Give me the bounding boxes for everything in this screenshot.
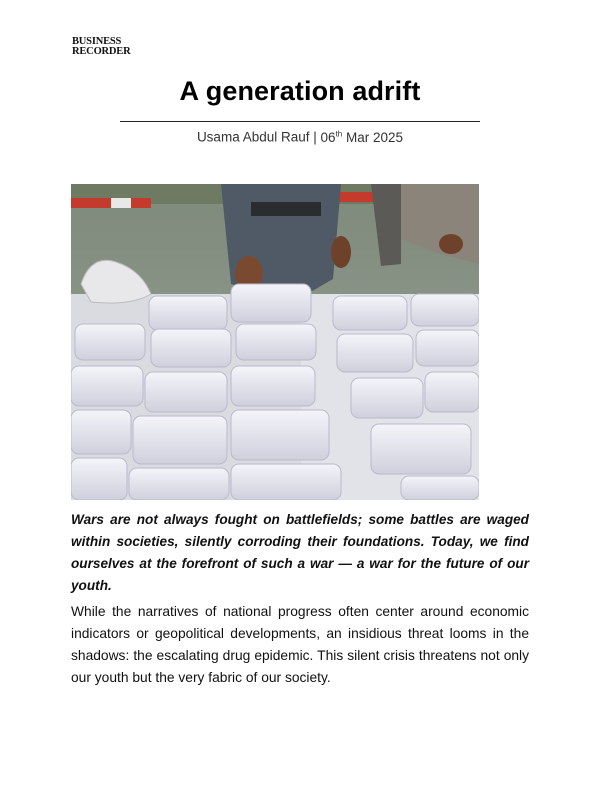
date-day: 06 — [320, 129, 336, 145]
article-paragraph: While the narratives of national progress often center around economic indicators or geopolitical developments, an insidious threat looms in the shadows: the escalating drug epidemic. This silent crisis threatens not only our youth but the very fabric of our society. — [71, 604, 529, 685]
photo-illustration — [71, 184, 479, 500]
title-divider — [120, 121, 480, 122]
logo-line-2: RECORDER — [72, 46, 131, 57]
publication-logo[interactable] — [72, 37, 131, 57]
date-suffix: th — [335, 129, 343, 138]
byline — [0, 129, 600, 145]
byline-separator: | — [313, 129, 317, 145]
logo-line-1: BUSINESS — [72, 36, 122, 47]
author-name[interactable]: Usama Abdul Rauf — [196, 129, 310, 145]
publish-date — [321, 130, 404, 145]
date-month-year: Mar 2025 — [346, 129, 404, 145]
article-photo — [71, 184, 479, 500]
article-lede: Wars are not always fought on battlefields; some battles are waged within societies, silently corroding their foundations. Today, we find ourselves at the forefront of such a war — a war for the future of our youth. — [71, 512, 529, 593]
article-title: A generation adrift — [179, 76, 421, 106]
